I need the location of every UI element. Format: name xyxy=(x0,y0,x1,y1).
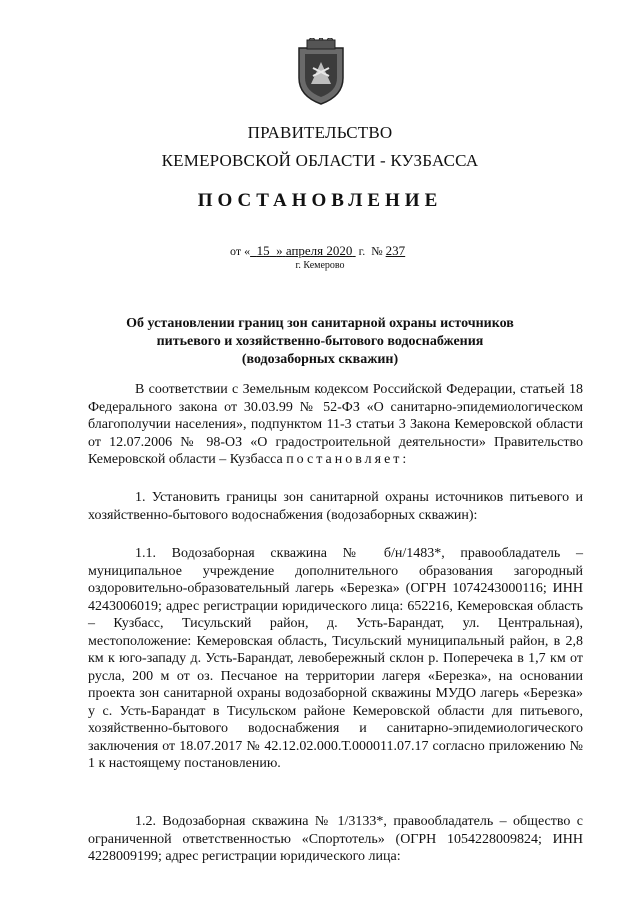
item-1-paragraph: 1. Установить границы зон санитарной охраны источников питьевого и хозяйственно-бытового водоснабжения (водозаборных скважин): xyxy=(88,490,583,523)
date-prefix: от « xyxy=(230,244,251,258)
decree-word: постановляет: xyxy=(286,452,410,467)
city-label: г. Кемерово xyxy=(295,260,345,271)
coat-of-arms-emblem xyxy=(293,38,349,106)
document-type-title: ПОСТАНОВЛЕНИЕ xyxy=(197,190,443,211)
government-title-line2: КЕМЕРОВСКОЙ ОБЛАСТИ - КУЗБАССА xyxy=(161,151,479,170)
preamble-text: В соответствии с Земельным кодексом Российской Федерации, статьей 18 Федерального закона от 30.03.99 № 52-ФЗ «О санитарно-эпидемиологическом благополучии населения», подпунктом 11-3 статьи 3 Закона Кемеровской области от 12.07.2006 № 98-ОЗ «О градостроительной деятельности» Правительство Кемеровской области – Кузбасса xyxy=(88,382,583,467)
date-year-suffix: г. xyxy=(358,244,366,258)
doc-number-label: № xyxy=(371,244,383,258)
date-line xyxy=(230,243,405,259)
doc-number: 237 xyxy=(385,243,406,258)
date-mid: » xyxy=(276,243,283,258)
government-title-line1: ПРАВИТЕЛЬСТВО xyxy=(247,123,393,142)
date-day: 15 xyxy=(256,243,270,258)
date-month-year: апреля 2020 xyxy=(285,243,353,258)
preamble-paragraph xyxy=(88,381,583,469)
item-1-1-paragraph: 1.1. Водозаборная скважина № б/н/1483*, правообладатель – муниципальное учреждение дополнительного образования загородный оздоровительно-образовательный лагерь «Березка» (ОГРН 1074243000116; ИНН 4243006019; адрес регистрации юридического лица: 652216, Кемеровская область – Кузбасс, Тисульский район, д. Усть-Барандат, ул. Центральная), местоположение: Кемеровская область, Тисульский муниципальный район, в 2,8 км к юго-западу д. Усть-Барандат, левобережный склон р. Поперечека в 1,7 км от русла, 200 м от оз. Песчаное на территории лагеря «Березка», на основании проекта зон санитарной охраны водозаборной скважины МУДО лагерь «Березка» у с. Усть-Барандат в Тисульском районе Кемеровской области для питьевого, хозяйственно-бытового водоснабжения и санитарно-эпидемиологического заключения от 18.07.2017 № 42.12.02.000.Т.000011.07.17 согласно приложению № 1 к настоящему постановлению. xyxy=(88,546,583,771)
item-1-2-paragraph: 1.2. Водозаборная скважина № 1/3133*, правообладатель – общество с ограниченной ответственностью «Спортотель» (ОГРН 1054228009824; ИНН 4228009199; адрес регистрации юридического лица: xyxy=(88,814,583,864)
document-subject: Об установлении границ зон санитарной охраны источников питьевого и хозяйственно-бытового водоснабжения (водозаборных скважин) xyxy=(126,316,514,367)
